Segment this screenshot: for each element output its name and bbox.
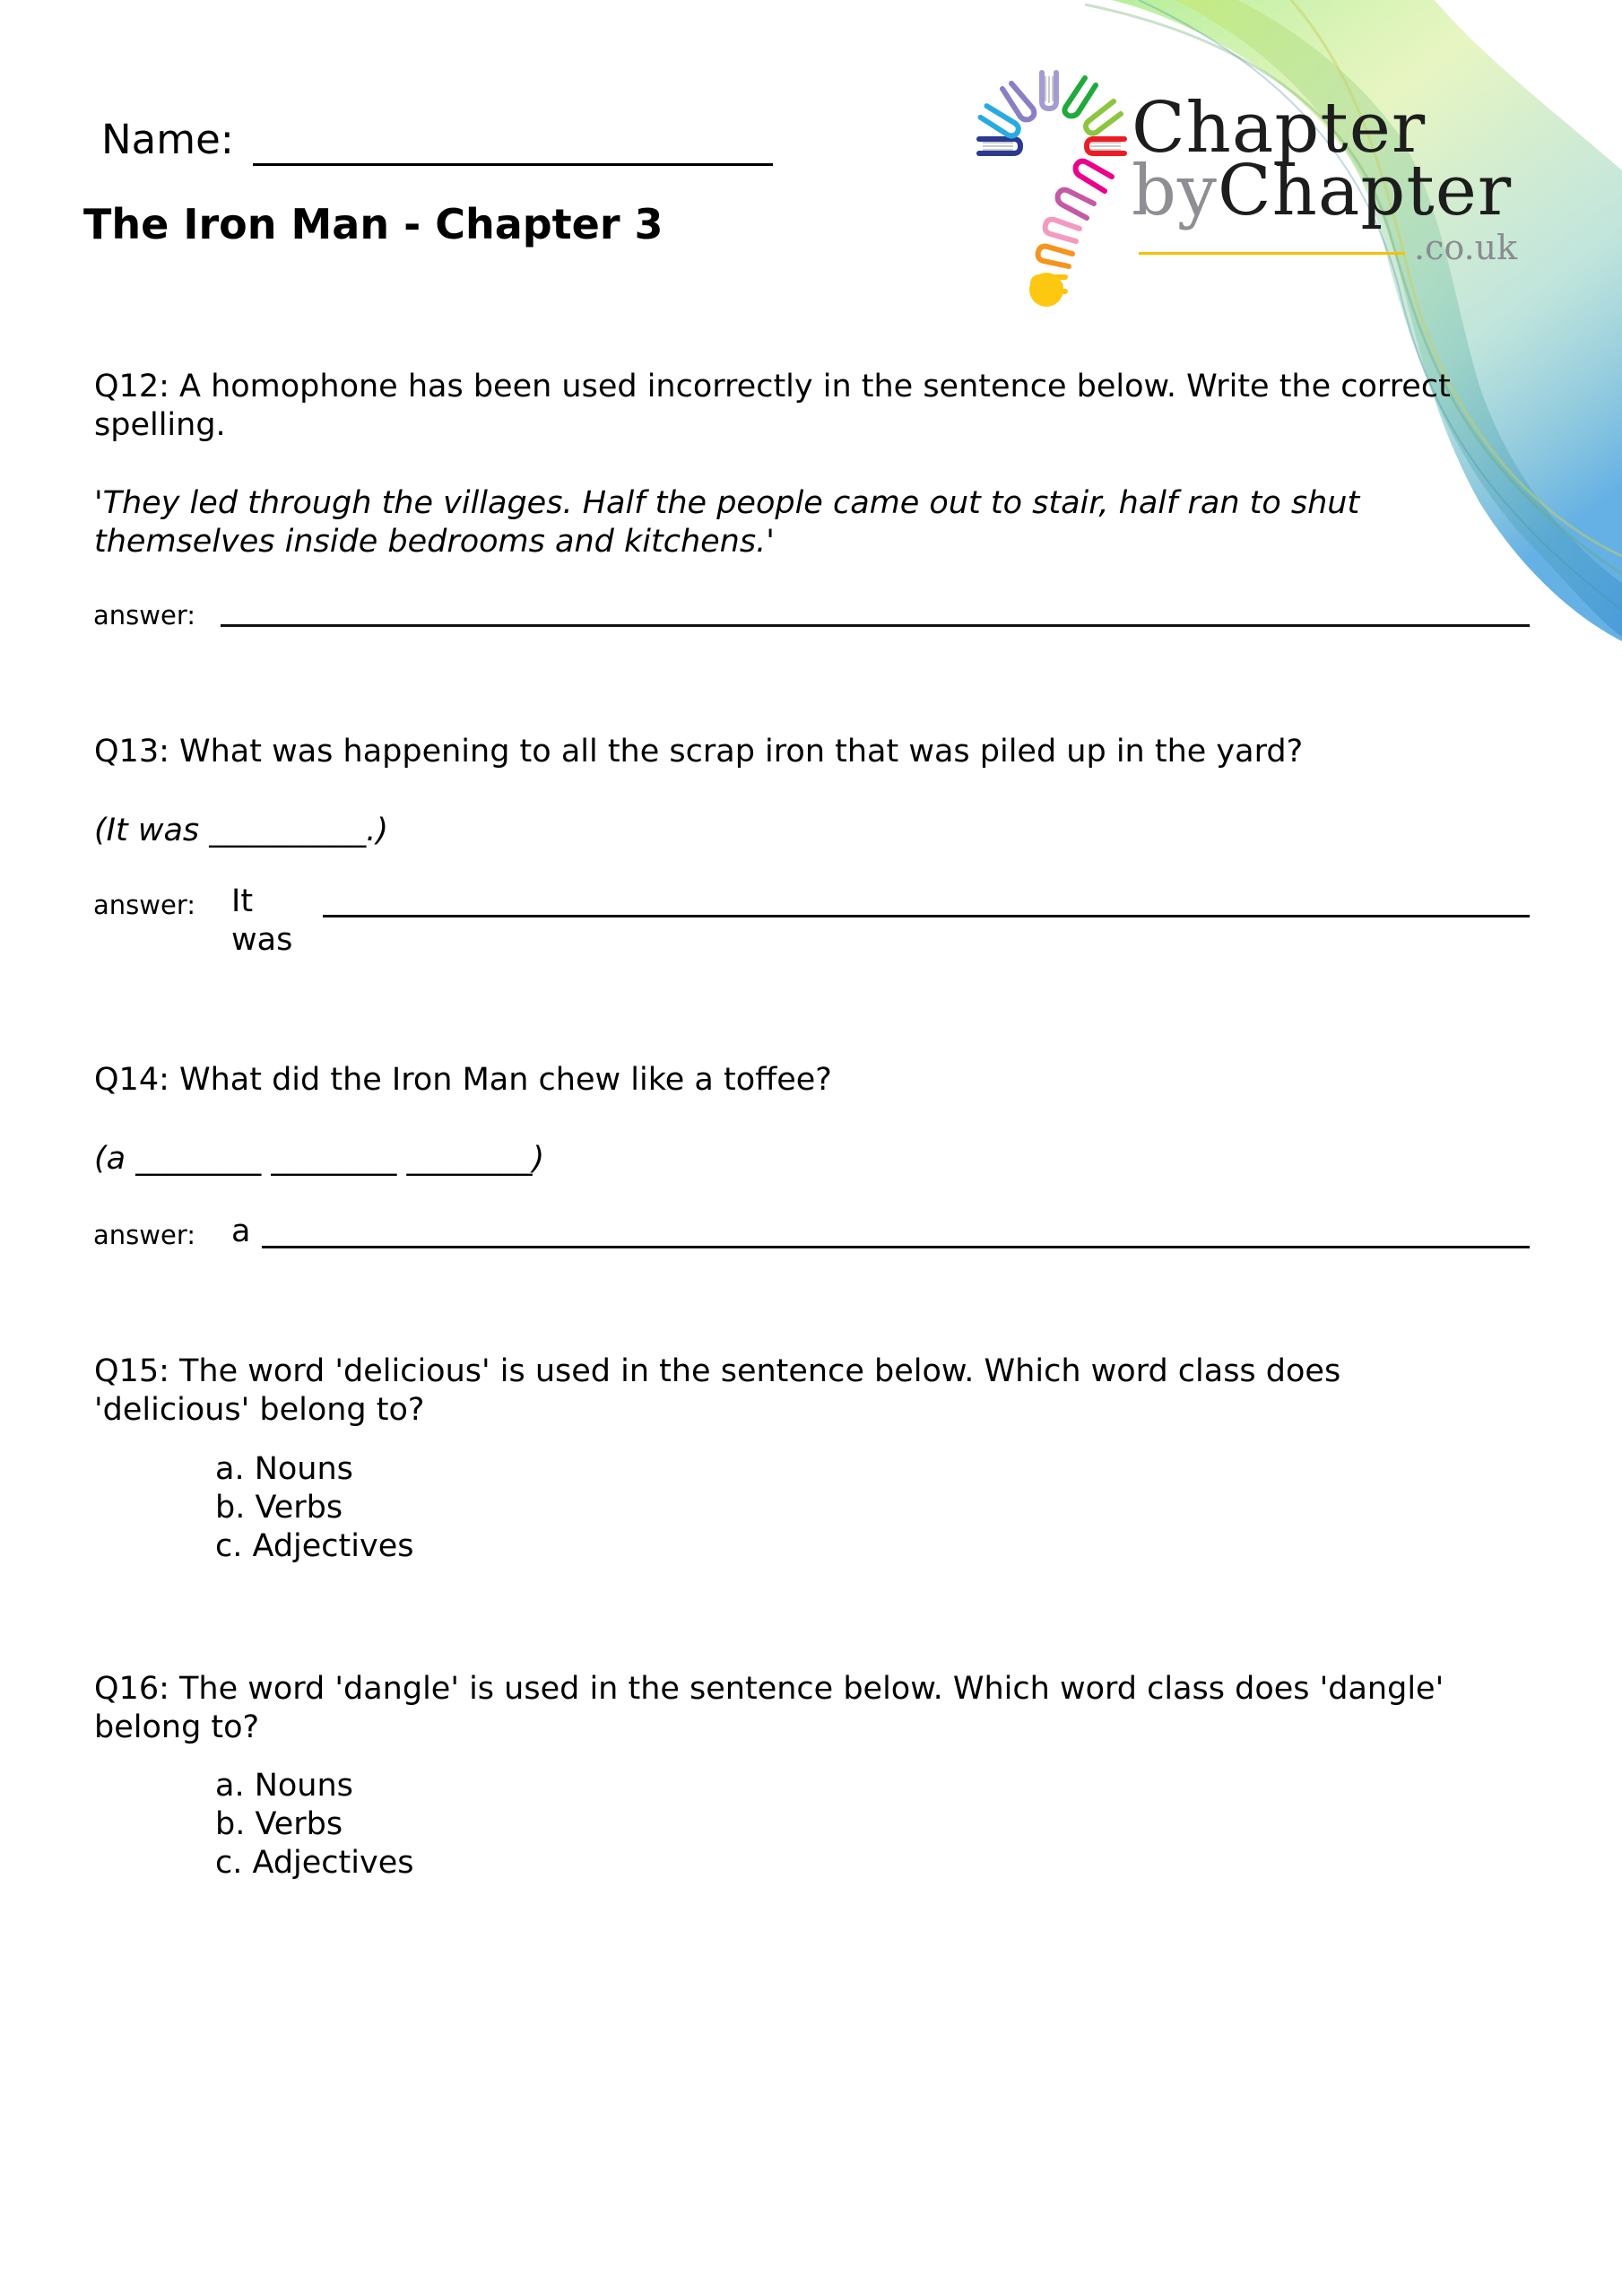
logo-text-chapter: Chapter (1132, 88, 1427, 169)
logo-dot (1029, 273, 1063, 307)
q16-text (94, 1670, 1538, 1747)
logo-text-bychapter (1132, 151, 1512, 231)
q12-text (94, 368, 1538, 445)
q13-answer-line[interactable] (323, 915, 1530, 918)
q15-option-b[interactable]: b. Verbs (215, 1490, 343, 1526)
q16-option-a[interactable]: a. Nouns (215, 1768, 353, 1804)
q13-text: Q13: What was happening to all the scrap iron that was piled up in the yard? (94, 734, 1304, 770)
q14-hint: (a ________ ________ ________) (94, 1141, 545, 1177)
q15-line-1: Q15: The word 'delicious' is used in the sentence below. Which word class does (94, 1353, 1341, 1389)
q12-quote (94, 484, 1538, 561)
q12-quote-line-1: 'They led through the villages. Half the people came out to stair, half ran to shut (94, 485, 1360, 521)
q14-answer-label: answer: (93, 1220, 196, 1250)
q12-line-2: spelling. (94, 407, 226, 443)
q13-answer-label: answer: (93, 890, 196, 920)
q12-answer-label: answer: (93, 600, 196, 631)
name-label: Name: (101, 116, 234, 163)
q12-line-1: Q12: A homophone has been used incorrectly in the sentence below. Write the correct (94, 369, 1451, 404)
q16-option-b[interactable]: b. Verbs (215, 1806, 343, 1842)
logo-text-chapter-2: Chapter (1218, 151, 1513, 231)
q13-answer-prefix-was: was (231, 922, 293, 958)
logo-text-by: by (1132, 151, 1218, 231)
q13-answer-prefix (231, 883, 292, 960)
q15-text (94, 1352, 1538, 1430)
q14-text: Q14: What did the Iron Man chew like a toffee? (94, 1062, 832, 1098)
logo-underline (1139, 252, 1405, 255)
q16-line-1: Q16: The word 'dangle' is used in the sentence below. Which word class does 'dangle' (94, 1671, 1444, 1707)
q16-line-2: belong to? (94, 1709, 260, 1745)
q13-hint: (It was __________.) (94, 813, 389, 848)
q12-quote-line-2: themselves inside bedrooms and kitchens.' (94, 524, 775, 560)
q15-option-c[interactable]: c. Adjectives (215, 1528, 414, 1564)
logo-text-domain: .co.uk (1414, 228, 1518, 267)
name-input-line[interactable] (253, 163, 773, 166)
q13-answer-prefix-it: It (231, 883, 254, 919)
worksheet-title: The Iron Man - Chapter 3 (83, 200, 664, 248)
q16-option-c[interactable]: c. Adjectives (215, 1845, 414, 1881)
q15-line-2: 'delicious' belong to? (94, 1392, 425, 1428)
q12-answer-line[interactable] (221, 624, 1530, 627)
logo-question-mark-books-icon (968, 49, 1130, 309)
q14-answer-line[interactable] (262, 1246, 1530, 1248)
q15-option-a[interactable]: a. Nouns (215, 1451, 353, 1487)
q14-answer-prefix: a (231, 1213, 251, 1249)
